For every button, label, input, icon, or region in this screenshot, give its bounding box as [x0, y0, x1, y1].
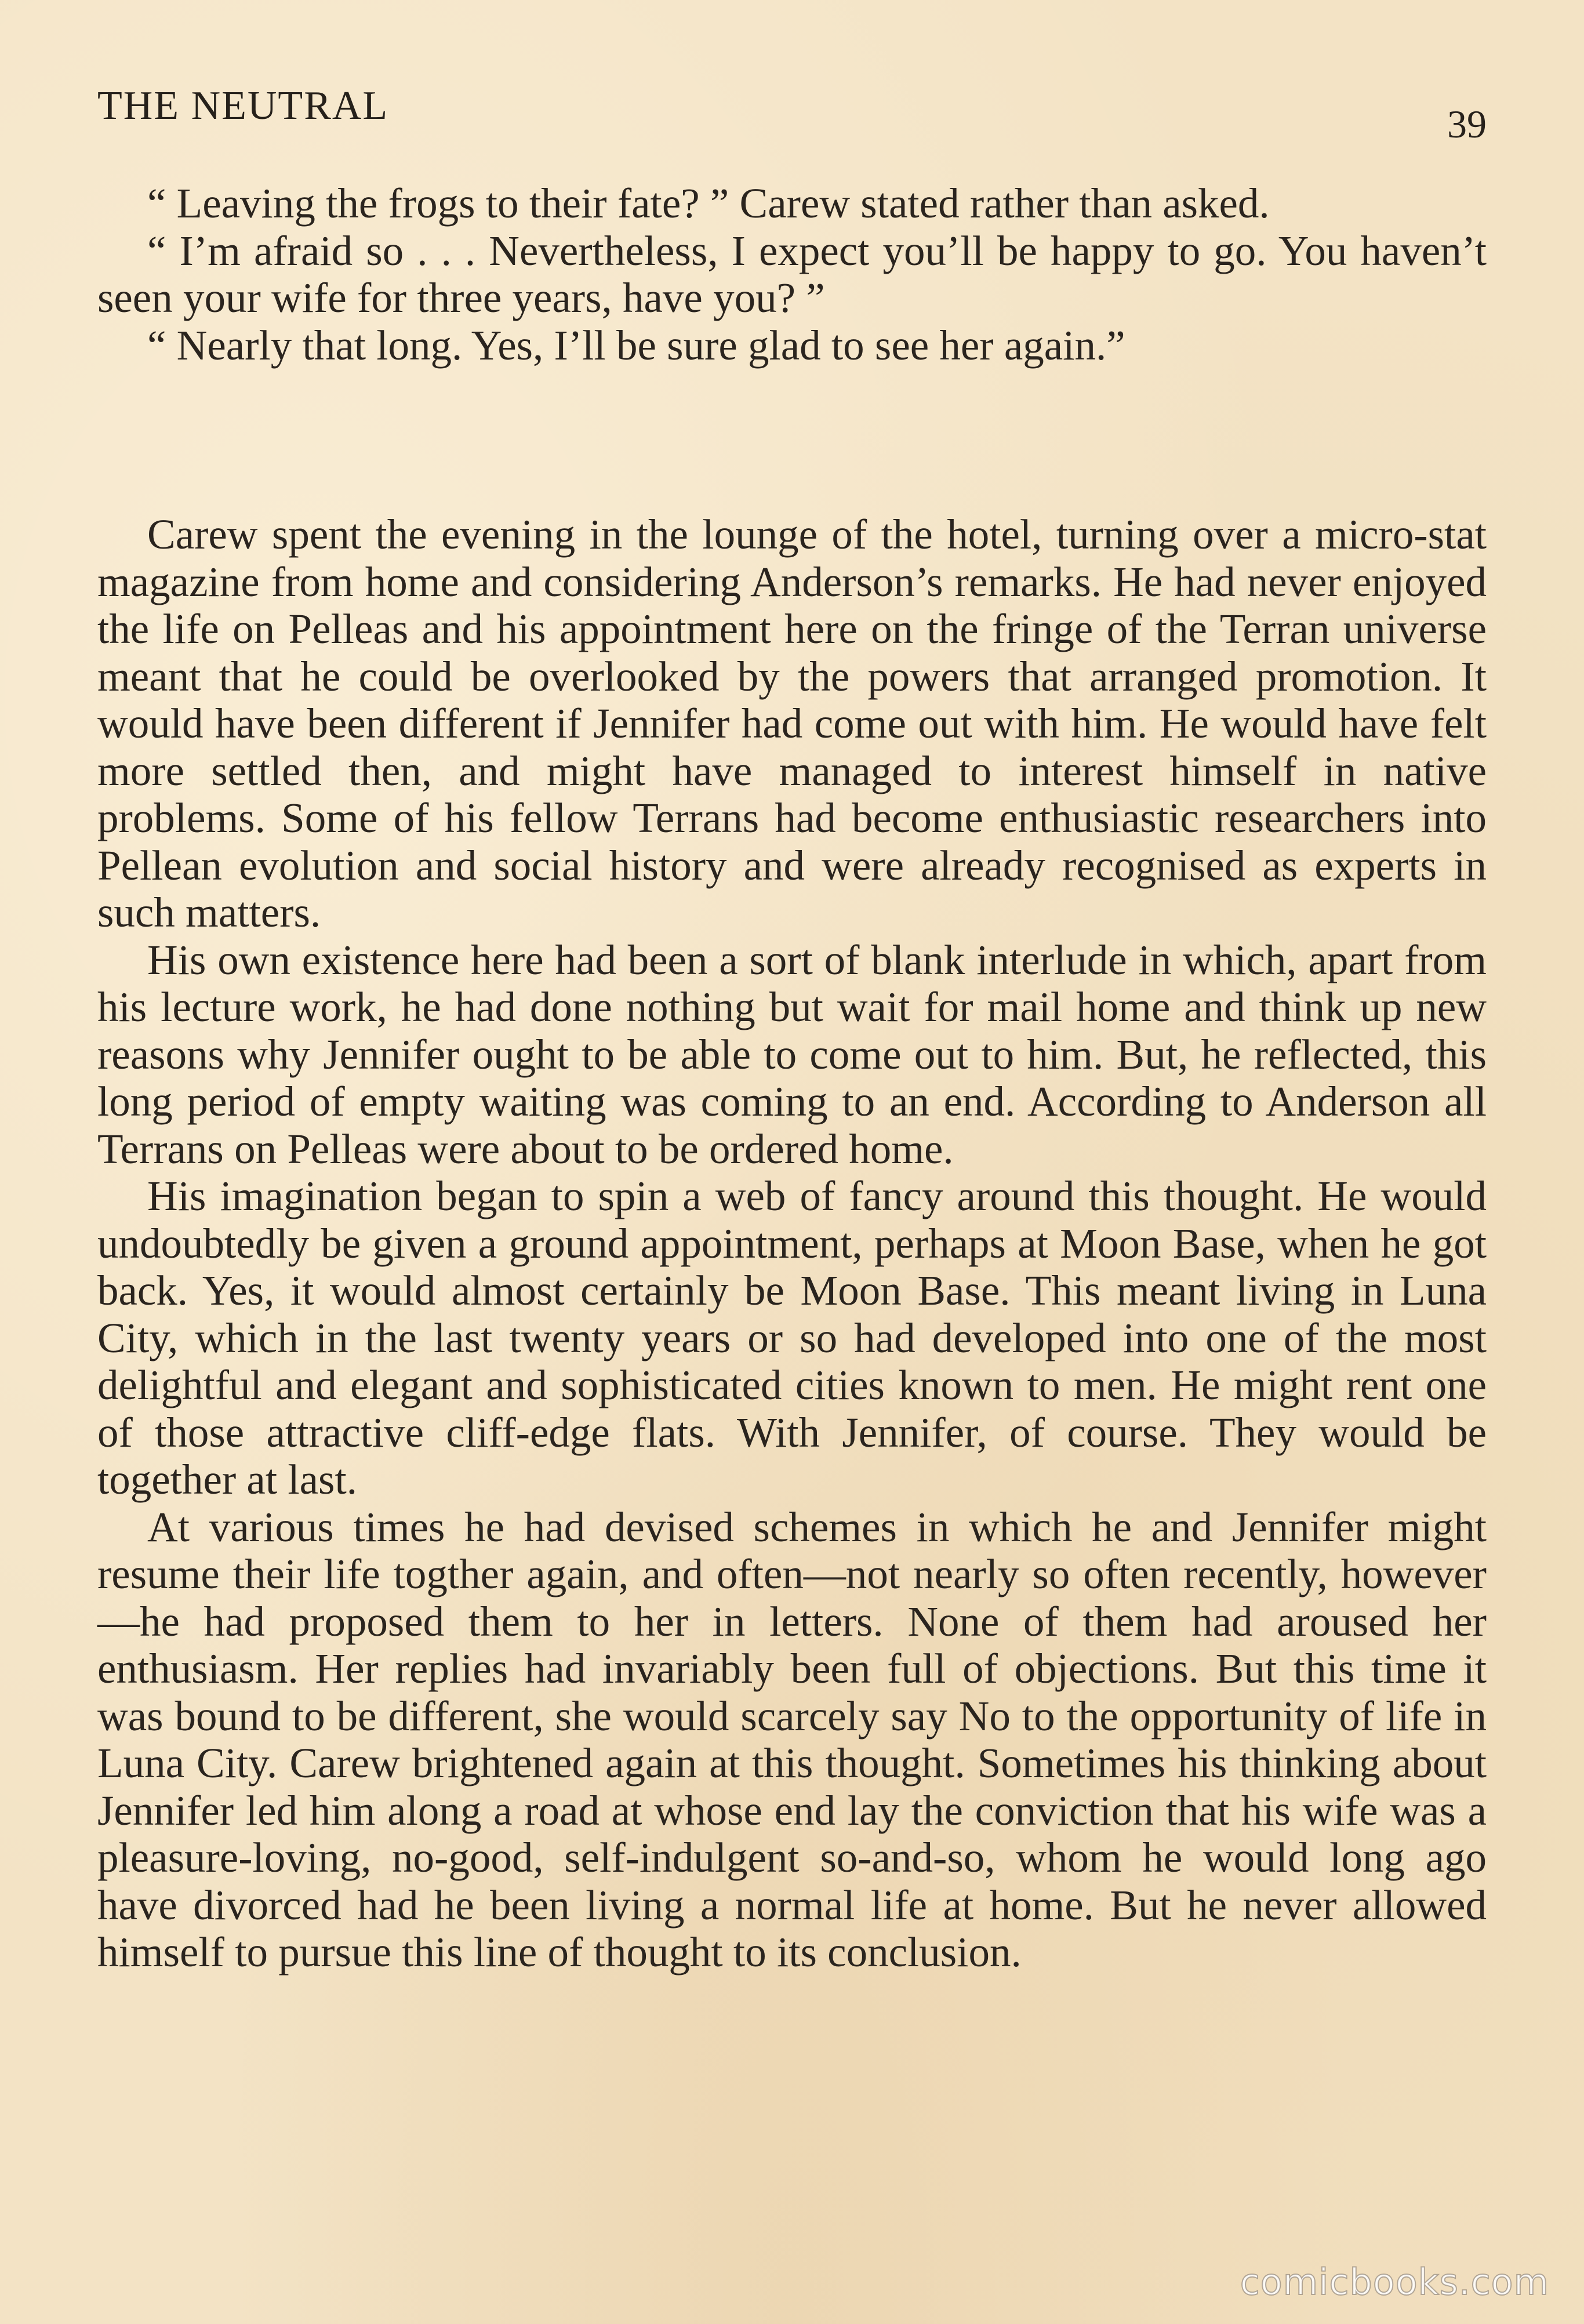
- narrative-paragraph: His own existence here had been a sort of blank interlude in which, apart from his lecture work, he had done nothing but wait for mail home and think up new reasons why Jennifer ought to be able to come out to him. But, he reflected, this long period of empty waiting was coming to an end. According to Anderson all Terrans on Pelleas were about to be ordered home.: [97, 936, 1487, 1172]
- dialogue-paragraph: “ Nearly that long. Yes, I’ll be sure glad to see her again.”: [147, 321, 1125, 369]
- section-break: [97, 369, 1487, 511]
- dialogue-paragraph: “ Leaving the frogs to their fate? ” Carew stated rather than asked.: [147, 180, 1270, 227]
- dialogue-paragraph: “ I’m afraid so . . . Nevertheless, I expect you’ll be happy to go. You haven’t seen your wife for three years, have you? ”: [97, 227, 1487, 321]
- narrative-paragraph: At various times he had devised schemes in which he and Jennifer might resume their life togther again, and often—not nearly so often recently, however—he had proposed them to her in letters. None of them had aroused her enthusiasm. Her replies had invariably been full of objections. But this time it was bound to be different, she would scarcely say No to the opportunity of life in Luna City. Carew brightened again at this thought. Sometimes his thinking about Jennifer led him along a road at whose end lay the conviction that his wife was a pleasure-loving, no-good, self-indulgent so-and-so, whom he would long ago have divorced had he been living a normal life at home. But he never allowed himself to pursue this line of thought to its conclusion.: [97, 1503, 1487, 1976]
- watermark: comicbooks.com: [1240, 2261, 1549, 2303]
- body-text: [97, 180, 1487, 1976]
- narrative-paragraph: His imagination began to spin a web of fancy around this thought. He would undoubtedly be given a ground appointment, perhaps at Moon Base, when he got back. Yes, it would almost certainly be Moon Base. This meant living in Luna City, which in the last twenty years or so had developed into one of the most delightful and elegant and sophisticated cities known to men. He might rent one of those attractive cliff-edge flats. With Jennifer, of course. They would be together at last.: [97, 1172, 1487, 1503]
- narrative-paragraph: Carew spent the evening in the lounge of the hotel, turning over a micro-stat magazine from home and considering Anderson’s remarks. He had never enjoyed the life on Pelleas and his appointment here on the fringe of the Terran universe meant that he could be overlooked by the powers that arranged promotion. It would have been different if Jennifer had come out with him. He would have felt more settled then, and might have managed to interest himself in native problems. Some of his fellow Terrans had become enthusiastic researchers into Pellean evolution and social history and were already recognised as experts in such matters.: [97, 511, 1487, 936]
- page-number: 39: [1447, 102, 1487, 146]
- running-head: THE NEUTRAL: [97, 83, 389, 128]
